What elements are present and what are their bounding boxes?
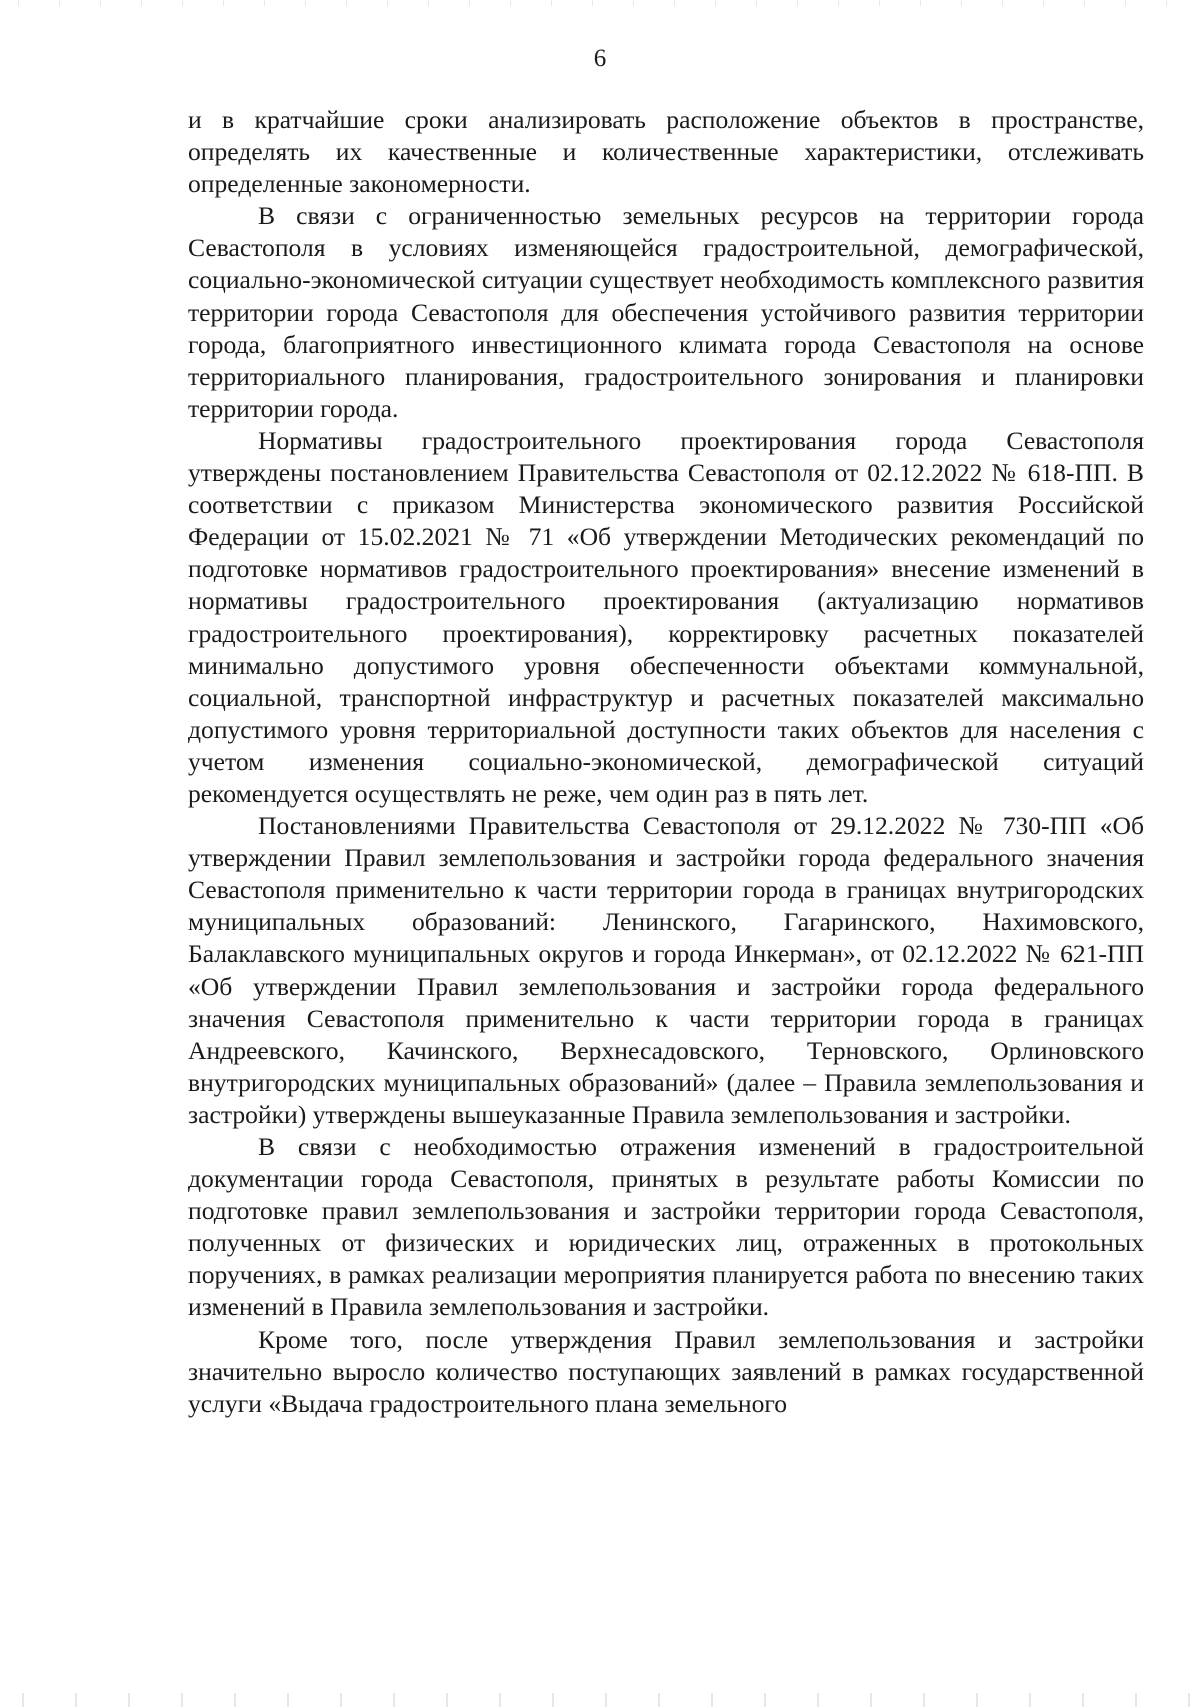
paragraph-continuation: и в кратчайшие сроки анализировать расположение объектов в пространстве, определять их качественные и количественные характеристики, отслеживать определенные закономерности.: [188, 105, 1144, 199]
paragraph-land-use-rules: Постановлениями Правительства Севастополя от 29.12.2022 № 730-ПП «Об утверждении Правил землепользования и застройки города федерального значения Севастополя применительно к части территории города в границах внутригородских муниципальных образований: Ленинского, Гагаринского, Нахимовского, Балаклавского муниципальных округов и города Инкерман», от 02.12.2022 № 621-ПП «Об утверждении Правил землепользования и застройки города федерального значения Севастополя применительно к части территории города в границах Андреевского, Качинского, Верхнесадовского, Терновского, Орлиновского внутригородских муниципальных образований» (далее – Правила землепользования и застройки) утверждены вышеуказанные Правила землепользования и застройки.: [188, 811, 1144, 1129]
scan-edge-top: [0, 0, 1200, 6]
paragraph-applications: Кроме того, после утверждения Правил землепользования и застройки значительно выросло количество поступающих заявлений в рамках государственной услуги «Выдача градостроительного плана земельного: [188, 1324, 1144, 1418]
paragraph-land-resources: В связи с ограниченностью земельных ресурсов на территории города Севастополя в условиях изменяющейся градостроительной, демографической, социально-экономической ситуации существует необходимость комплексного развития территории города Севастополя для обеспечения устойчивого развития территории города, благоприятного инвестиционного климата города Севастополя на основе территориального планирования, градостроительного зонирования и планировки территории города.: [188, 201, 1144, 423]
body-text: [188, 104, 1144, 1420]
scan-edge-bottom: [0, 1693, 1200, 1707]
page-number: 6: [593, 45, 607, 72]
paragraph-design-standards: Нормативы градостроительного проектирования города Севастополя утверждены постановлением Правительства Севастополя от 02.12.2022 № 618-ПП. В соответствии с приказом Министерства экономического развития Российской Федерации от 15.02.2021 № 71 «Об утверждении Методических рекомендаций по подготовке нормативов градостроительного проектирования» внесение изменений в нормативы градостроительного проектирования (актуализацию нормативов градостроительного проектирования), корректировку расчетных показателей минимально допустимого уровня обеспеченности объектами коммунальной, социальной, транспортной инфраструктур и расчетных показателей максимально допустимого уровня территориальной доступности таких объектов для населения с учетом изменения социально-экономической, демографической ситуаций рекомендуется осуществлять не реже, чем один раз в пять лет.: [188, 425, 1144, 808]
paragraph-rule-amendments: В связи с необходимостью отражения изменений в градостроительной документации города Севастополя, принятых в результате работы Комиссии по подготовке правил землепользования и застройки территории города Севастополя, полученных от физических и юридических лиц, отраженных в протокольных поручениях, в рамках реализации мероприятия планируется работа по внесению таких изменений в Правила землепользования и застройки.: [188, 1132, 1144, 1322]
